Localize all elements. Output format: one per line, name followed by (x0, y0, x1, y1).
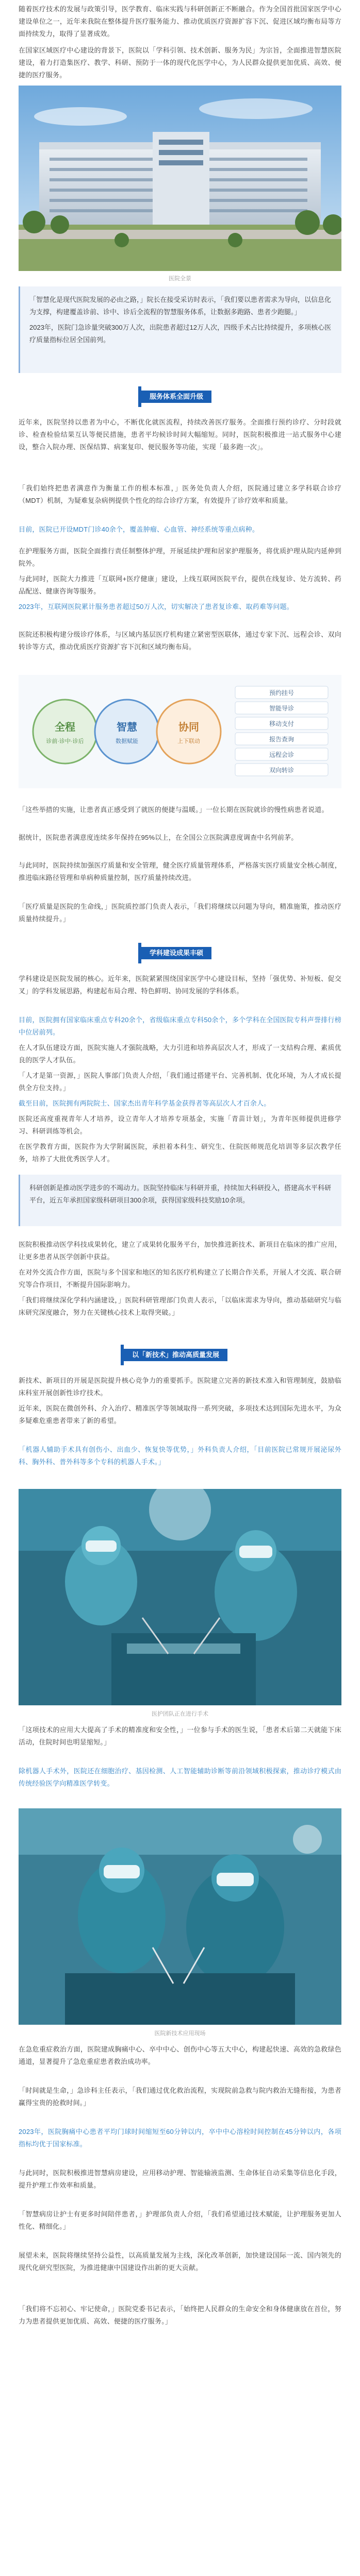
s1-paragraph-2: 「我们始终把患者满意作为衡量工作的根本标准，」医务处负责人介绍，医院通过建立多学科联合诊疗（MDT）机制，为疑难复杂病例提供个性化的综合诊疗方案，有效提升了诊疗效率和质量。 (19, 484, 341, 504)
s2-paragraph-7: 在医学教育方面，医院作为大学附属医院，承担着本科生、研究生、住院医师规范化培训等多层次教学任务，培养了大批优秀医学人才。 (19, 1143, 341, 1163)
diagram-item-list (235, 686, 328, 776)
s2-paragraph-2: 目前，医院拥有国家临床重点专科20余个，省级临床重点专科50余个，多个学科在全国医院专科声誉排行榜中位居前列。 (19, 1016, 341, 1036)
hero-photo (19, 86, 341, 271)
quote-2-text: 科研创新是推动医学进步的不竭动力。医院坚持临床与科研并重，持续加大科研投入，搭建高水平科研平台，近五年承担国家级科研项目300余项，获得国家级科技奖励10余项。 (29, 1184, 332, 1204)
s2-paragraph-4: 「人才是第一资源，」医院人事部门负责人介绍，「我们通过搭建平台、完善机制、优化环境，为人才成长提供全方位支持。」 (19, 1072, 341, 1092)
s3c-paragraph-2: 「时间就是生命，」急诊科主任表示，「我们通过优化救治流程，实现院前急救与院内救治无缝衔接，为患者赢得宝贵的抢救时间。」 (19, 2087, 341, 2107)
quote-1-text: 「智慧化是现代医院发展的必由之路，」院长在接受采访时表示，「我们要以患者需求为导向，以信息化为支撑，构建覆盖诊前、诊中、诊后全流程的智慧服务体系，让数据多跑路、患者少跑腿。」 (29, 296, 332, 316)
service-diagram-graphic (19, 675, 341, 788)
s2b-paragraph-3: 「我们将继续深化学科内涵建设，」医院科研管理部门负责人表示，「以临床需求为导向，推动基础研究与临床研究深度融合，努力在关键核心技术上取得突破。」 (19, 1296, 341, 1316)
surgery-image-1 (19, 1489, 341, 1705)
s3-paragraph-1: 新技术、新项目的开展是医院提升核心竞争力的重要抓手。医院建立完善的新技术准入和管理制度，鼓励临床科室开展创新性诊疗技术。 (19, 1377, 341, 1397)
s1-paragraph-1: 近年来，医院坚持以患者为中心，不断优化就医流程，持续改善医疗服务。全面推行预约诊疗、分时段就诊、检查检验结果互认等便民措施，患者平均候诊时间大幅缩短。同时，医院积极推进一站式服务中心建设，整合入院办理、医保结算、病案复印、便民服务等功能，实现「最多跑一次」。 (19, 418, 341, 451)
quote-block-2 (19, 1175, 341, 1226)
s1-paragraph-7: 医院还积极构建分级诊疗体系，与区域内基层医疗机构建立紧密型医联体，通过专家下沉、远程会诊、双向转诊等方式，推动优质医疗资源扩容下沉和区域均衡布局。 (19, 631, 341, 651)
s3c-paragraph-4: 与此同时，医院积极推进智慧病房建设，应用移动护理、智能输液监测、生命体征自动采集等信息化手段，提升护理工作效率和质量。 (19, 2169, 341, 2189)
s3-paragraph-3: 「机器人辅助手术具有创伤小、出血少、恢复快等优势，」外科负责人介绍，「目前医院已常规开展泌尿外科、胸外科、普外科等多个专科的机器人手术。」 (19, 1446, 341, 1466)
section-header-3 (0, 1345, 360, 1365)
surgery-image-2 (19, 1808, 341, 2025)
s1-paragraph-6: 2023年，互联网医院累计服务患者超过50万人次，切实解决了患者复诊难、取药难等问题。 (19, 603, 293, 611)
s1b-paragraph-4: 「医疗质量是医院的生命线，」医院质控部门负责人表示，「我们将继续以问题为导向，精准施策，推动医疗质量持续提升。」 (19, 903, 341, 923)
s1b-paragraph-3: 与此同时，医院持续加强医疗质量和安全管理，健全医疗质量管理体系，严格落实医疗质量安全核心制度，推进临床路径管理和单病种质量控制，医疗质量持续改进。 (19, 861, 341, 882)
s2-paragraph-3: 在人才队伍建设方面，医院实施人才强院战略，大力引进和培养高层次人才，形成了一支结构合理、素质优良的医学人才队伍。 (19, 1044, 341, 1064)
s1b-paragraph-2: 据统计，医院患者满意度连续多年保持在95%以上，在全国公立医院满意度调查中名列前茅。 (19, 834, 298, 841)
section-3-title: 以「新技术」推动高质量发展 (124, 1349, 227, 1361)
s2-paragraph-1: 学科建设是医院发展的核心。近年来，医院紧紧围绕国家医学中心建设目标，坚持「强优势、补短板、促交叉」的学科发展思路，构建起布局合理、特色鲜明、协同发展的学科体系。 (19, 975, 341, 995)
s1b-paragraph-1: 「这些举措的实施，让患者真正感受到了就医的便捷与温暖。」一位长期在医院就诊的慢性病患者说道。 (19, 806, 329, 814)
diagram-item: 双向转诊 (269, 767, 294, 774)
diagram-left-sub: 诊前·诊中·诊后 (46, 738, 84, 744)
photo-1-caption: 医护团队正在进行手术 (152, 1711, 208, 1717)
service-diagram (19, 675, 341, 788)
hospital-building-image (19, 86, 341, 271)
s1-paragraph-4: 在护理服务方面，医院全面推行责任制整体护理，开展延续护理和居家护理服务，将优质护理从院内延伸到院外。 (19, 547, 341, 567)
section-2-title: 学科建设成果丰硕 (141, 947, 211, 959)
hero-caption: 医院全景 (169, 276, 191, 282)
diagram-right-label: 协同 (178, 722, 199, 733)
s3c-paragraph-7: 「我们将不忘初心、牢记使命，」医院党委书记表示，「始终把人民群众的生命安全和身体健康放在首位，努力为患者提供更加优质、高效、便捷的医疗服务。」 (19, 2305, 341, 2325)
s3c-paragraph-1: 在急危重症救治方面，医院建成胸痛中心、卒中中心、创伤中心等五大中心，构建起快速、高效的急救绿色通道，显著提升了急危重症患者救治成功率。 (19, 2045, 341, 2065)
section-1-title: 服务体系全面升级 (141, 391, 211, 403)
photo-2-caption: 医院新技术应用现场 (154, 2030, 206, 2037)
diagram-item: 预约挂号 (269, 689, 294, 697)
surgery-photo-1 (19, 1489, 341, 1705)
s3b-paragraph-2: 除机器人手术外，医院还在细胞治疗、基因检测、人工智能辅助诊断等前沿领域积极探索，推动诊疗模式由传统经验医学向精准医学转变。 (19, 1767, 341, 1787)
intro-paragraph-2: 在国家区域医疗中心建设的背景下，医院以「学科引领、技术创新、服务为民」为宗旨，全面推进智慧医院建设，着力打造集医疗、教学、科研、预防于一体的现代化医学中心，为人民群众提供更加优质、高效、便捷的医疗服务。 (19, 46, 341, 79)
quote-block-1 (19, 286, 341, 373)
diagram-mid-label: 智慧 (117, 722, 137, 733)
s1-paragraph-5: 与此同时，医院大力推进「互联网+医疗健康」建设，上线互联网医院平台，提供在线复诊、处方流转、药品配送、健康咨询等服务。 (19, 575, 341, 595)
s3b-paragraph-1: 「这项技术的应用大大提高了手术的精准度和安全性，」一位参与手术的医生说，「患者术后第二天就能下床活动，住院时间也明显缩短。」 (19, 1726, 341, 1746)
s3c-paragraph-3: 2023年，医院胸痛中心患者平均门球时间缩短至60分钟以内，卒中中心溶栓时间控制在45分钟以内，各项指标均优于国家标准。 (19, 2128, 341, 2148)
diagram-item: 移动支付 (269, 720, 294, 727)
s3c-paragraph-5: 「智慧病房让护士有更多时间陪伴患者，」护理部负责人介绍，「我们希望通过技术赋能，让护理服务更加人性化、精细化。」 (19, 2210, 341, 2230)
diagram-item: 报告查询 (269, 736, 294, 743)
diagram-mid-sub: 数据赋能 (116, 738, 138, 744)
diagram-right-sub: 上下联动 (177, 738, 200, 744)
surgery-photo-2 (19, 1808, 341, 2025)
diagram-item: 远程会诊 (269, 751, 294, 758)
s2b-paragraph-1: 医院积极推动医学科技成果转化，建立了成果转化服务平台，加快推进新技术、新项目在临床的推广应用，让更多患者从医学创新中获益。 (19, 1241, 341, 1261)
s2-paragraph-6: 医院还高度重视青年人才培养，设立青年人才培养专项基金，实施「青苗计划」，为青年医师提供进修学习、科研训练等机会。 (19, 1115, 341, 1135)
s2-paragraph-5: 截至目前，医院拥有两院院士、国家杰出青年科学基金获得者等高层次人才百余人。 (19, 1099, 271, 1107)
section-header-1 (0, 386, 360, 407)
s3c-paragraph-6: 展望未来，医院将继续坚持公益性，以高质量发展为主线，深化改革创新，加快建设国际一流、国内领先的现代化研究型医院，为推进健康中国建设作出新的更大贡献。 (19, 2251, 341, 2272)
s2b-paragraph-2: 在对外交流合作方面，医院与多个国家和地区的知名医疗机构建立了长期合作关系，开展人才交流、联合研究等合作项目，不断提升国际影响力。 (19, 1268, 341, 1289)
quote-1-tail: 2023年，医院门急诊量突破300万人次，出院患者超过12万人次，四级手术占比持续提升，多项核心医疗质量指标位居全国前列。 (29, 324, 332, 344)
s3-paragraph-2: 近年来，医院在微创外科、介入治疗、精准医学等领域取得一系列突破，多项技术达到国际先进水平，为众多疑难危重患者带来了新的希望。 (19, 1404, 341, 1425)
intro-paragraph-1: 随着医疗技术的发展与政策引导，医学教育、临床实践与科研创新正不断融合。作为全国首批国家医学中心建设单位之一，近年来我院在整体提升医疗服务能力、推动优质医疗资源扩容下沉、促进区域均衡布局等方面持续发力，取得了显著成效。 (19, 5, 341, 38)
diagram-left-label: 全程 (55, 722, 75, 733)
diagram-item: 智能导诊 (269, 705, 294, 712)
s1-paragraph-3: 目前，医院已开设MDT门诊40余个，覆盖肿瘤、心血管、神经系统等重点病种。 (19, 526, 259, 533)
section-header-2 (0, 943, 360, 963)
